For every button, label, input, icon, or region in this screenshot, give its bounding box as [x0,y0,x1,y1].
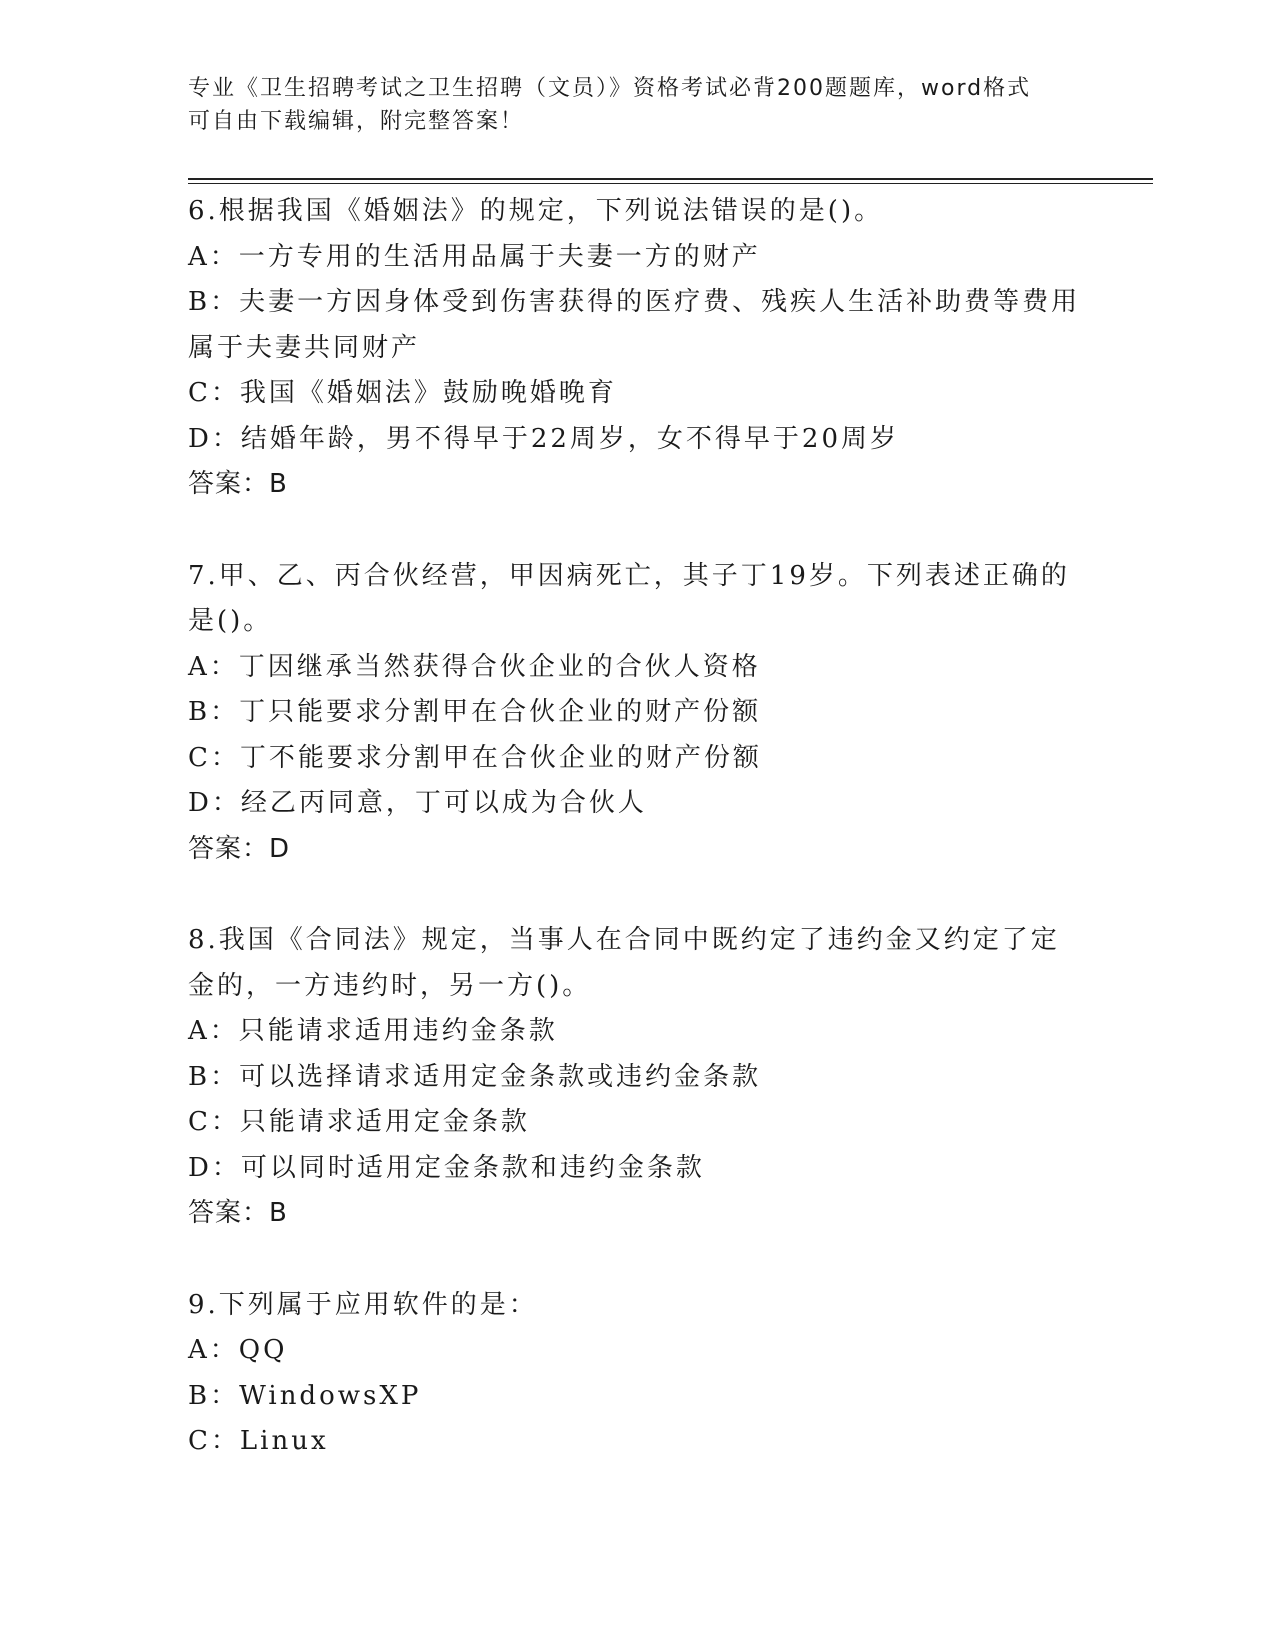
answer-option: D：结婚年龄，男不得早于22周岁，女不得早于20周岁 [188,423,900,454]
document-header [188,72,1088,138]
question-block [188,918,1088,1237]
question-stem: 金的，一方违约时，另一方()。 [188,970,592,1001]
header-line-1: 专业《卫生招聘考试之卫生招聘（文员）》资格考试必背200题题库，word格式 [188,76,1032,101]
answer-option: A：只能请求适用违约金条款 [188,1016,558,1046]
question-stem: 是()。 [188,606,273,636]
question-stem: 9.下列属于应用软件的是： [188,1289,538,1320]
question-list [188,189,1088,1511]
question-stem: 8.我国《合同法》规定，当事人在合同中既约定了违约金又约定了定 [188,925,1060,955]
question-block [188,554,1088,873]
answer-option: A：丁因继承当然获得合伙企业的合伙人资格 [188,651,761,682]
question-stem: 7.甲、乙、丙合伙经营，甲因病死亡，其子丁19岁。下列表述正确的 [188,560,1070,591]
answer-option: B：可以选择请求适用定金条款或违约金条款 [188,1061,762,1092]
answer-key: 答案：B [188,469,288,499]
answer-option: B：WindowsXP [188,1380,422,1411]
answer-option: B：丁只能要求分割甲在合伙企业的财产份额 [188,697,762,727]
header-line-2: 可自由下载编辑，附完整答案！ [188,109,525,134]
answer-option: D：经乙丙同意，丁可以成为合伙人 [188,788,647,818]
answer-option: C：丁不能要求分割甲在合伙企业的财产份额 [188,742,762,773]
answer-option: A：一方专用的生活用品属于夫妻一方的财产 [188,241,761,272]
answer-option: A：QQ [188,1335,288,1365]
answer-option: C：Linux [188,1426,329,1456]
answer-option: B：夫妻一方因身体受到伤害获得的医疗费、残疾人生活补助费等费用 [188,287,1081,317]
answer-option: 属于夫妻共同财产 [188,332,421,363]
answer-option: D：可以同时适用定金条款和违约金条款 [188,1152,705,1183]
question-stem: 6.根据我国《婚姻法》的规定，下列说法错误的是()。 [188,196,884,226]
answer-option: C：只能请求适用定金条款 [188,1107,530,1137]
question-block [188,189,1088,508]
question-block [188,1283,1088,1465]
answer-key: 答案：D [188,833,291,864]
answer-option: C：我国《婚姻法》鼓励晚婚晚育 [188,378,617,408]
header-divider [188,178,1153,184]
answer-key: 答案：B [188,1198,288,1228]
